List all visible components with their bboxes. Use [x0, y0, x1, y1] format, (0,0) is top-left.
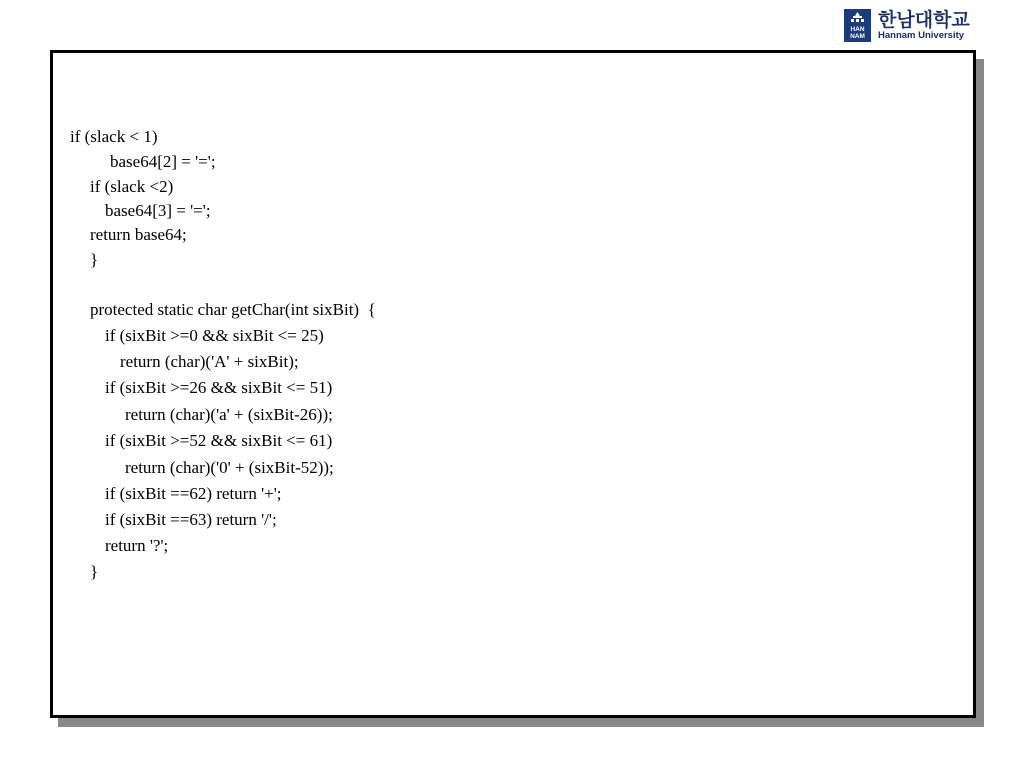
code-line: if (slack < 1) [70, 127, 158, 146]
code-line: if (sixBit ==63) return '/'; [105, 510, 277, 529]
code-line: base64[3] = '='; [105, 201, 211, 220]
code-line: if (sixBit ==62) return '+'; [105, 484, 282, 503]
hannam-emblem-icon [844, 9, 871, 42]
code-line: if (sixBit >=0 && sixBit <= 25) [105, 326, 324, 345]
code-line: if (slack <2) [90, 177, 174, 196]
logo-english-name: Hannam University [878, 29, 965, 41]
code-line: } [90, 250, 99, 269]
code-line: return (char)('a' + (sixBit-26)); [125, 405, 333, 424]
university-logo [844, 7, 970, 43]
code-line: return (char)('A' + sixBit); [120, 352, 299, 371]
code-line: if (sixBit >=26 && sixBit <= 51) [105, 378, 333, 397]
code-line: protected static char getChar(int sixBit) { [90, 300, 376, 319]
code-line: } [90, 562, 99, 581]
logo-korean-name: 한남대학교 [878, 8, 970, 31]
code-line: if (sixBit >=52 && sixBit <= 61) [105, 431, 333, 450]
svg-text:HAN: HAN [850, 25, 865, 33]
code-line: return '?'; [105, 536, 169, 555]
svg-text:NAM: NAM [850, 32, 865, 40]
code-line: return (char)('0' + (sixBit-52)); [125, 458, 334, 477]
code-line: return base64; [90, 225, 187, 244]
code-line: base64[2] = '='; [110, 152, 216, 171]
